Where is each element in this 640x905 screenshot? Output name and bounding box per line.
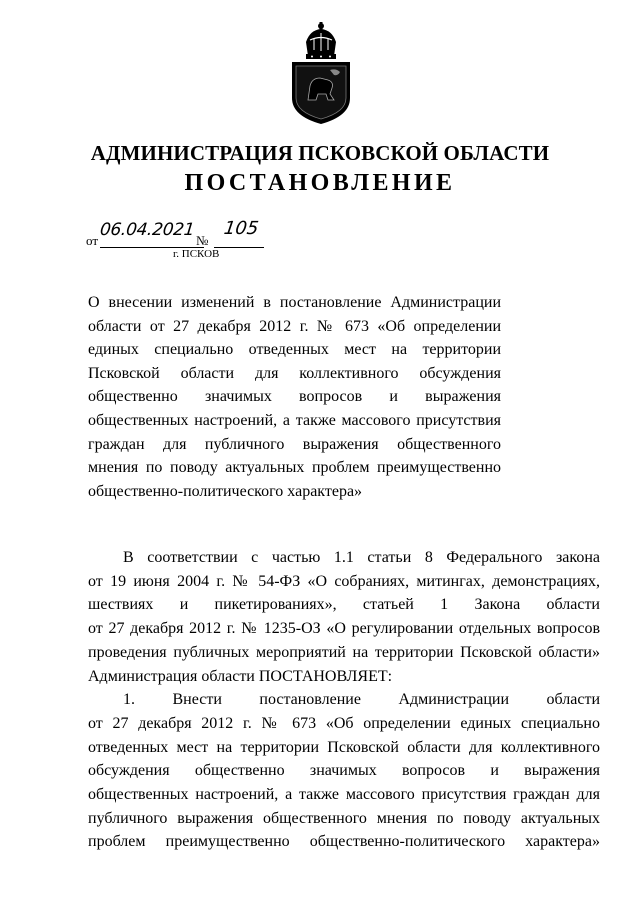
body-line: общественных настроений, а также массового присутствия граждан для bbox=[88, 786, 600, 804]
document-title bbox=[88, 291, 501, 503]
body-line: от 19 июня 2004 г. № 54-ФЗ «О собраниях, митингах, демонстрациях, bbox=[88, 572, 600, 590]
date-number-line bbox=[86, 219, 286, 249]
document-number: 105 bbox=[222, 218, 260, 239]
title-line: области от 27 декабря 2012 г. № 673 «Об определении bbox=[88, 317, 501, 335]
body-line: от 27 декабря 2012 г. № 1235-ОЗ «О регулировании отдельных вопросов bbox=[88, 620, 600, 638]
title-line: граждан для публичного выражения общественного bbox=[88, 435, 501, 453]
body-line: проблем преимущественно общественно-политического характера» bbox=[88, 833, 600, 851]
body-line: проведения публичных мероприятий на территории Псковской области» bbox=[88, 643, 600, 661]
body-line: шествиях и пикетированиях», статьей 1 Закона области bbox=[88, 596, 600, 614]
number-underline bbox=[214, 247, 264, 248]
city-name: г. ПСКОВ bbox=[173, 248, 220, 260]
title-line: единых специально отведенных мест на территории bbox=[88, 341, 501, 359]
title-line: мнения по поводу актуальных проблем преимущественно bbox=[88, 459, 501, 477]
document-date: 06.04.2021 bbox=[98, 220, 196, 240]
title-line: Псковской области для коллективного обсуждения bbox=[88, 364, 501, 382]
body-line: 1. Внести постановление Администрации области bbox=[123, 691, 600, 709]
body-line: обсуждения общественно значимых вопросов и выражения bbox=[88, 762, 600, 780]
body-line: публичного выражения общественного мнения по поводу актуальных bbox=[88, 809, 600, 827]
body-line: В соответствии с частью 1.1 статьи 8 Федерального закона bbox=[123, 549, 600, 566]
title-line: общественных настроений, а также массового присутствия bbox=[88, 411, 501, 429]
title-line: общественно значимых вопросов и выражения bbox=[88, 388, 501, 406]
document-body bbox=[88, 546, 600, 854]
title-line: общественно-политического характера» bbox=[88, 482, 363, 500]
body-line: отведенных мест на территории Псковской области для коллективного bbox=[88, 738, 600, 756]
organization-name: АДМИНИСТРАЦИЯ ПСКОВСКОЙ ОБЛАСТИ bbox=[90, 141, 550, 165]
number-label: № bbox=[196, 233, 209, 248]
date-prefix: от bbox=[86, 233, 99, 248]
title-line: О внесении изменений в постановление Администрации bbox=[88, 294, 501, 311]
document-type: ПОСТАНОВЛЕНИЕ bbox=[184, 170, 456, 196]
body-line: от 27 декабря 2012 г. № 673 «Об определении единых специально bbox=[88, 714, 600, 732]
shield-icon bbox=[292, 62, 350, 124]
crown-icon bbox=[306, 22, 336, 59]
pskov-coat-of-arms-icon bbox=[288, 20, 354, 126]
body-line: Администрация области ПОСТАНОВЛЯЕТ: bbox=[88, 667, 393, 685]
